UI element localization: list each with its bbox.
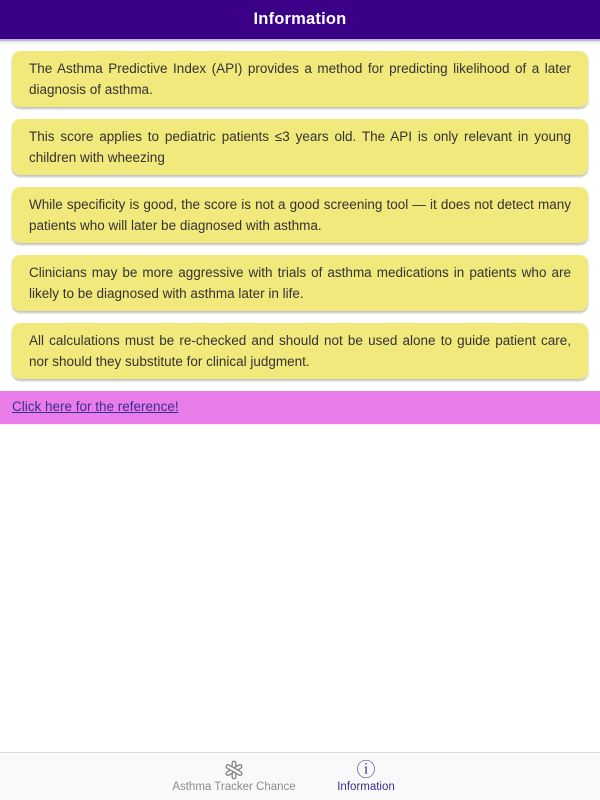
info-card-list (0, 41, 600, 379)
info-card (12, 119, 588, 175)
info-card (12, 323, 588, 379)
info-circle-icon: ⓘ (356, 758, 376, 781)
tab-asthma-tracker-chance[interactable] (168, 753, 300, 800)
reference-link[interactable]: Click here for the reference! (12, 399, 179, 414)
info-card (12, 255, 588, 311)
reference-link-bar (0, 391, 600, 424)
medical-asterisk-icon (224, 760, 244, 780)
page-title: Information (253, 10, 347, 28)
info-card (12, 51, 588, 107)
tab-label: Asthma Tracker Chance (172, 781, 296, 793)
content-area (0, 41, 600, 424)
tab-bar (0, 752, 600, 800)
info-card-text: Clinicians may be more aggressive with trials of asthma medications in patients who are likely to be diagnosed with asthma later in life. (29, 265, 571, 301)
info-card-text: The Asthma Predictive Index (API) provides a method for predicting likelihood of a later diagnosis of asthma. (29, 61, 571, 97)
info-card-text: This score applies to pediatric patients ≤3 years old. The API is only relevant in young children with wheezing (29, 129, 571, 165)
info-card-text: While specificity is good, the score is not a good screening tool — it does not detect many patients who will later be diagnosed with asthma. (29, 197, 571, 233)
tab-label: Information (337, 781, 395, 793)
header (0, 0, 600, 41)
info-card-text: All calculations must be re-checked and should not be used alone to guide patient care, nor should they substitute for clinical judgment. (29, 333, 571, 369)
tab-information[interactable] (300, 753, 432, 800)
info-card (12, 187, 588, 243)
